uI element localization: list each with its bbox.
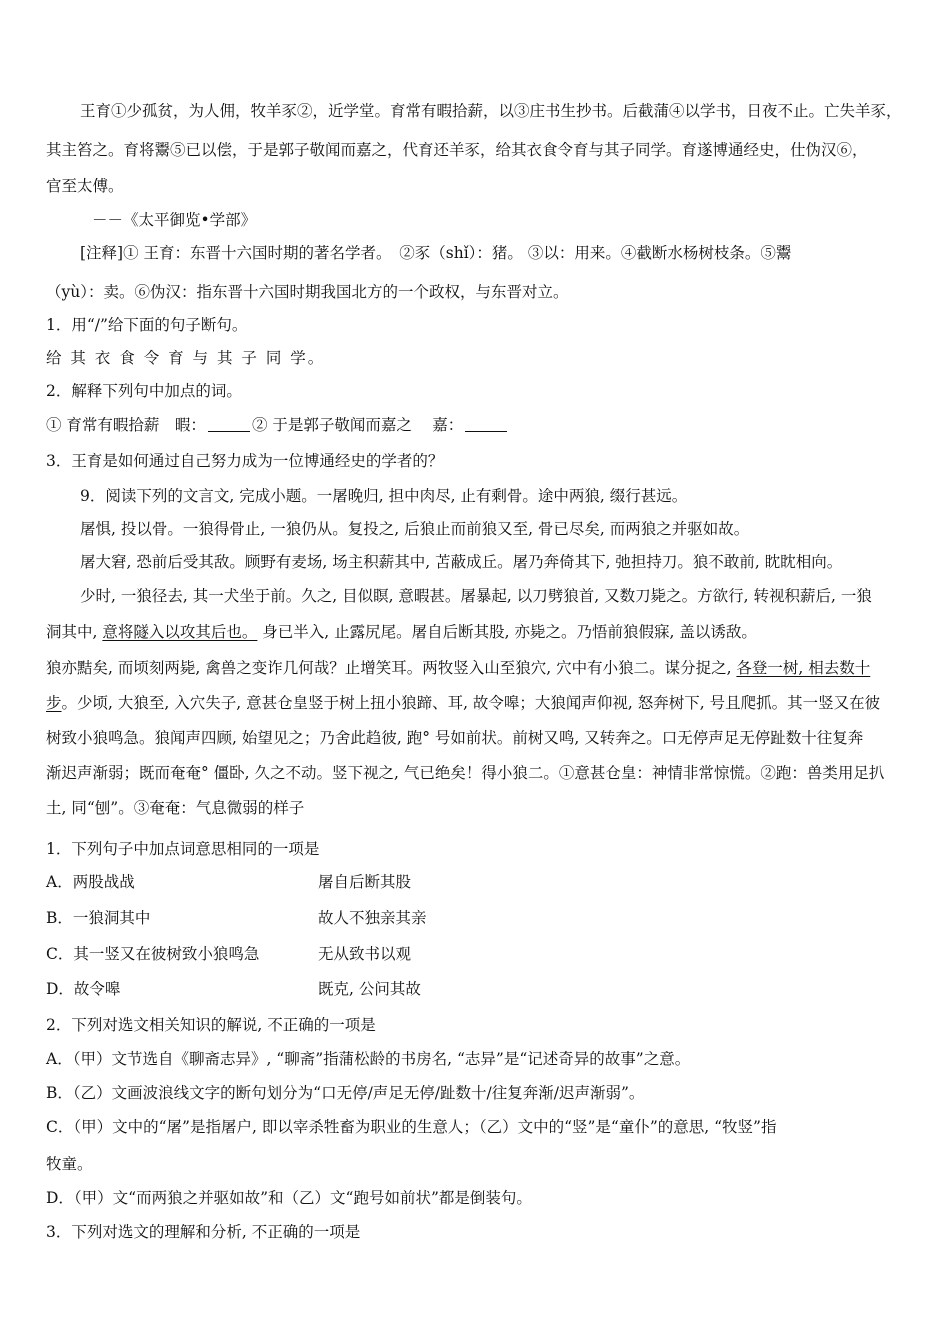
passage2-line: 少时, 一狼径去, 其一犬坐于前。久之, 目似瞑, 意暇甚。屠暴起, 以刀劈狼首, 又数刀毙之。方欲行, 转视积薪后, 一狼 — [80, 587, 872, 605]
underlined-sentence: 各登一树, 相去数十 — [736, 659, 871, 677]
option-c-continued: 牧童。 — [46, 1155, 93, 1173]
passage2-line: 渐迟声渐弱；既而奄奄° 僵卧, 久之不动。竖下视之, 气已绝矣！得小狼二。①意甚仓皇：神情非常惊慌。②跑：兽类用足扒 — [46, 764, 885, 782]
question-1: 1．用“/”给下面的句子断句。 — [46, 316, 248, 334]
option-b-left: B．一狼洞其中 — [46, 909, 151, 927]
passage2-text: 洞其中, — [46, 623, 103, 641]
passage1-line: 官至太傅。 — [46, 177, 124, 195]
passage2-line: 树致小狼鸣急。狼闻声四顾, 始望见之；乃舍此趋彼, 跑° 号如前状。前树又鸣, 又转奔之。口无停声足无停趾数十往复奔 — [46, 729, 864, 747]
question-2: 2．下列对选文相关知识的解说, 不正确的一项是 — [46, 1016, 376, 1034]
question-3: 3．王育是如何通过自己努力成为一位博通经史的学者的？ — [46, 452, 444, 470]
question-1: 1．下列句子中加点词意思相同的一项是 — [46, 840, 320, 858]
question-1-sentence: 给 其 衣 食 令 育 与 其 子 同 学。 — [46, 349, 326, 367]
question-3: 3．下列对选文的理解和分析, 不正确的一项是 — [46, 1223, 361, 1241]
option-b: B．（乙）文画波浪线文字的断句划分为“口无停/声足无停/趾数十/往复奔渐/迟声渐弱”。 — [46, 1084, 645, 1102]
option-c: C．（甲）文中的“屠”是指屠户, 即以宰杀牲畜为职业的生意人；（乙）文中的“竖”是“童仆”的意思, “牧竖”指 — [46, 1118, 777, 1136]
passage2-text: 身已半入, 止露尻尾。屠自后断其股, 亦毙之。乃悟前狼假寐, 盖以诱敌。 — [257, 623, 757, 641]
answer-blank[interactable] — [465, 417, 507, 432]
option-d-left: D．故令嗥 — [46, 980, 121, 998]
option-a: A．（甲）文节选自《聊斋志异》, “聊斋”指蒲松龄的书房名, “志异”是“记述奇异的故事”之意。 — [46, 1050, 691, 1068]
question-2-item-a: ① 育常有暇拾薪 暇： — [46, 416, 206, 434]
passage1-line: 王育①少孤贫，为人佣，牧羊豕②，近学堂。育常有暇拾薪，以③庄书生抄书。后截蒲④以学书，日夜不止。亡失羊豕， — [80, 102, 902, 120]
answer-blank[interactable] — [208, 417, 250, 432]
underlined-sentence: 步 — [46, 694, 62, 712]
passage2-text: 狼亦黠矣, 而顷刻两毙, 禽兽之变诈几何哉？止增笑耳。两牧竖入山至狼穴, 穴中有小狼二。谋分捉之, — [46, 659, 737, 677]
passage1-source: －－《太平御览•学部》 — [92, 211, 257, 229]
question-2-item-b: ② 于是郭子敬闻而嘉之 嘉： — [251, 416, 464, 434]
option-c-left: C．其一竖又在彼树致小狼鸣急 — [46, 945, 260, 963]
question-2: 2．解释下列句中加点的词。 — [46, 382, 242, 400]
option-a-left: A．两股战战 — [46, 873, 135, 891]
passage1-notes: [注释]① 王育：东晋十六国时期的著名学者。 ②豕（shǐ）：猪。 ③以：用来。④截断水杨树枝条。⑤鬻 — [80, 244, 792, 262]
passage2-line — [46, 621, 757, 643]
passage2-line — [46, 657, 870, 679]
passage2-line — [46, 692, 880, 714]
option-d-right: 既克, 公问其故 — [318, 980, 421, 998]
passage2-line: 屠惧, 投以骨。一狼得骨止, 一狼仍从。复投之, 后狼止而前狼又至, 骨已尽矣, 而两狼之并驱如故。 — [80, 520, 750, 538]
passage2-line: 屠大窘, 恐前后受其敌。顾野有麦场, 场主积薪其中, 苫蔽成丘。屠乃奔倚其下, 弛担持刀。狼不敢前, 眈眈相向。 — [80, 553, 843, 571]
passage1-notes: （yù）：卖。⑥伪汉：指东晋十六国时期我国北方的一个政权，与东晋对立。 — [46, 283, 569, 301]
option-a-right: 屠自后断其股 — [318, 873, 412, 891]
question-2-items — [46, 414, 509, 436]
option-d: D．（甲）文“而两狼之并驱如故”和（乙）文“跑号如前状”都是倒装句。 — [46, 1189, 532, 1207]
option-c-right: 无从致书以观 — [318, 945, 412, 963]
passage2-line: 9．阅读下列的文言文, 完成小题。一屠晚归, 担中肉尽, 止有剩骨。途中两狼, 缀行甚远。 — [80, 487, 688, 505]
passage2-text: 。少顷, 大狼至, 入穴失子, 意甚仓皇竖于树上扭小狼蹄、耳, 故令嗥；大狼闻声仰视, 怒奔树下, 号且爬抓。其一竖又在彼 — [61, 694, 881, 712]
passage1-line: 其主笞之。育将鬻⑤已以偿，于是郭子敬闻而嘉之，代育还羊豕，给其衣食令育与其子同学。育遂博通经史，仕伪汉⑥， — [46, 141, 868, 159]
underlined-sentence: 意将隧入以攻其后也。 — [102, 623, 258, 641]
passage2-line: 土, 同“刨”。③奄奄：气息微弱的样子 — [46, 799, 305, 817]
option-b-right: 故人不独亲其亲 — [318, 909, 427, 927]
